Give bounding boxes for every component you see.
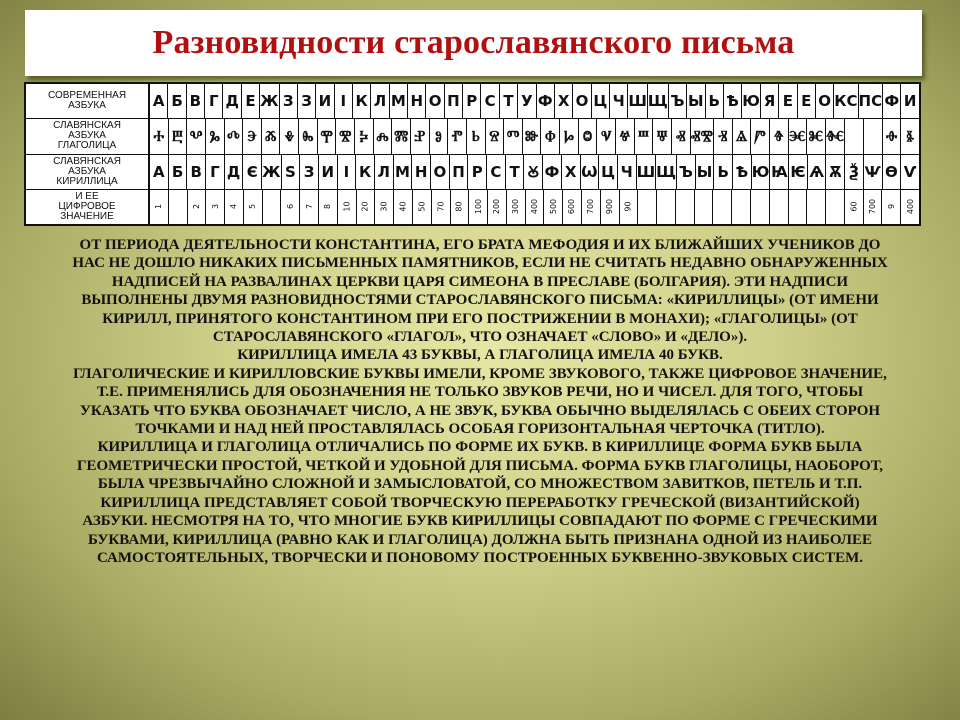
letter-cell: Ⱌ — [597, 119, 616, 153]
alphabet-row — [26, 155, 919, 190]
letter-cell: Ч — [618, 155, 637, 189]
letter-cell: Ⰵ — [243, 119, 262, 153]
row-label-line: СЛАВЯНСКАЯ — [53, 120, 121, 132]
letter-cell: Ѥ — [789, 155, 808, 189]
alphabet-row-label — [26, 119, 150, 153]
number-cell — [882, 190, 901, 224]
title-box — [25, 10, 922, 76]
letter-cell: Ⱉ — [579, 119, 598, 153]
letter-cell: Ⰱ — [169, 119, 188, 153]
letter-cell: К — [353, 84, 371, 118]
letter-cell: Н — [408, 84, 426, 118]
letter-cell: Ⰲ — [187, 119, 206, 153]
letter-cell: С — [487, 155, 506, 189]
letter-cell: Я — [761, 84, 779, 118]
number-cell — [281, 190, 300, 224]
row-label-line: АЗБУКА — [68, 130, 106, 142]
letter-cell: Ⱃ — [467, 119, 486, 153]
letter-cell: М — [394, 155, 413, 189]
letter-cell: Ѯ — [845, 155, 864, 189]
number-cell — [620, 190, 639, 224]
number-value: 200 — [492, 199, 502, 215]
number-value: 600 — [567, 199, 577, 215]
letter-cell: Ⱚ — [883, 119, 902, 153]
letter-cell: Ъ — [669, 84, 687, 118]
letter-cell: Ⰿ — [392, 119, 411, 153]
letter-cell: Ⰹ — [318, 119, 337, 153]
letter-cell: КС — [834, 84, 858, 118]
letter-cell: Ю — [752, 155, 771, 189]
letter-cell: Л — [371, 84, 389, 118]
letter-cell: Ж — [262, 155, 281, 189]
letter-cell: Ж — [260, 84, 279, 118]
letter-cell: Ⱘ — [807, 119, 826, 153]
number-value: 70 — [436, 201, 446, 212]
alphabet-row-cells — [150, 84, 919, 118]
row-label-line: АЗБУКА — [68, 165, 106, 177]
letter-cell: Ꙋ — [524, 155, 543, 189]
number-value: 100 — [473, 199, 483, 215]
number-value: 90 — [623, 201, 633, 212]
alphabet-row-label — [26, 155, 150, 189]
letter-cell: Ⱎ — [635, 119, 654, 153]
alphabet-row — [26, 84, 919, 119]
letter-cell: Ш — [637, 155, 657, 189]
body-text — [70, 236, 890, 567]
number-cell — [263, 190, 282, 224]
letter-cell: Ы — [696, 155, 715, 189]
letter-cell: Е — [242, 84, 260, 118]
letter-cell: Є — [243, 155, 262, 189]
letter-cell: Е — [798, 84, 816, 118]
number-cell — [582, 190, 601, 224]
letter-cell: Т — [506, 155, 525, 189]
letter-cell: Ф — [537, 84, 555, 118]
letter-cell: Ⰰ — [150, 119, 169, 153]
alphabet-row-cells — [150, 119, 919, 153]
letter-cell: Ⱈ — [560, 119, 579, 153]
number-cell — [676, 190, 695, 224]
row-label-line: ЗНАЧЕНИЕ — [60, 210, 114, 222]
letter-cell: Ѣ — [733, 155, 752, 189]
number-cell — [563, 190, 582, 224]
letter-cell: Ц — [599, 155, 618, 189]
number-value: 60 — [849, 201, 859, 212]
letter-cell: Ⱅ — [504, 119, 523, 153]
letter-cell: Б — [169, 155, 188, 189]
body-paragraph: ГЛАГОЛИЧЕСКИЕ И КИРИЛЛОВСКИЕ БУКВЫ ИМЕЛИ, КРОМЕ ЗВУКОВОГО, ТАКЖЕ ЦИФРОВОЕ ЗНАЧЕНИЕ, Т.Е. ПРИМЕНЯЛИСЬ ДЛЯ ОБОЗНАЧЕНИЯ НЕ ТОЛЬКО ЗВУКОВ РЕЧИ, НО И ЧИСЕЛ. ДЛЯ ТОГО, ЧТОБЫ УКАЗАТЬ ЧТО БУКВА ОБОЗНАЧАЕТ ЧИСЛО, А НЕ ЗВУК, БУКВА ОБЫЧНО ВЫДЕЛЯЛАСЬ С ОБЕИХ СТОРОН ТОЧКАМИ И НАД НЕЙ ПРОСТАВЛЯЛАСЬ ОСОБАЯ ГОРИЗОНТАЛЬНАЯ ЧЕРТОЧКА (ТИТЛО). — [73, 365, 887, 438]
letter-cell: Г — [206, 155, 225, 189]
number-cell — [544, 190, 563, 224]
letter-cell: А — [150, 155, 169, 189]
number-value: 9 — [886, 204, 896, 210]
letter-cell: Ь — [714, 155, 733, 189]
number-cell — [338, 190, 357, 224]
letter-cell: К — [356, 155, 375, 189]
letter-cell: У — [518, 84, 536, 118]
alphabet-row — [26, 190, 919, 224]
letter-cell: П — [445, 84, 463, 118]
number-value: 8 — [323, 204, 333, 210]
number-cell — [807, 190, 826, 224]
row-label-line: КИРИЛЛИЦА — [56, 175, 118, 187]
letter-cell — [864, 119, 883, 153]
letter-cell: Ѵ — [903, 162, 917, 181]
row-label-line: ГЛАГОЛИЦА — [57, 140, 117, 152]
number-cell — [638, 190, 657, 224]
row-label-line: АЗБУКА — [68, 100, 106, 112]
letter-cell: Ⱐ — [714, 119, 733, 153]
body-paragraph: КИРИЛЛИЦА И ГЛАГОЛИЦА ОТЛИЧАЛИСЬ ПО ФОРМЕ ИХ БУКВ. В КИРИЛЛИЦЕ ФОРМА БУКВ БЫЛА ГЕОМЕТРИЧЕСКИ ПРОСТОЙ, ЧЕТКОЙ И УДОБНОЙ ДЛЯ ПИСЬМА. ФОРМА БУКВ ГЛАГОЛИЦЫ, НАОБОРОТ, БЫЛА ЧРЕЗВЫЧАЙНО СЛОЖНОЙ И ЗАМЫСЛОВАТОЙ, СО МНОЖЕСТВОМ ЗАВИТКОВ, ПЕТЕЛЬ И Т.П. — [76, 439, 884, 493]
letter-cell: Ъ — [677, 155, 696, 189]
letter-cell: А — [150, 84, 168, 118]
number-value: 50 — [417, 201, 427, 212]
letter-cell: И — [903, 92, 917, 111]
letter-cell: Ⱑ — [733, 119, 752, 153]
letter-cell: О — [573, 84, 591, 118]
letter-cell: Д — [223, 84, 241, 118]
letter-cell: Ⱀ — [411, 119, 430, 153]
number-cell — [695, 190, 714, 224]
letter-cell: В — [187, 84, 205, 118]
number-value: 400 — [530, 199, 540, 215]
number-cell — [169, 190, 188, 224]
letter-cell: З — [300, 155, 319, 189]
letter-cell: ⰟⰊ — [691, 119, 714, 153]
letter-cell: ПС — [859, 84, 884, 118]
number-value: 700 — [586, 199, 596, 215]
number-cell — [826, 190, 845, 224]
number-cell — [206, 190, 225, 224]
letter-cell: Т — [500, 84, 518, 118]
number-value: 30 — [379, 201, 389, 212]
letter-cell: Ⱆ — [523, 119, 542, 153]
alphabet-row-cells — [150, 190, 919, 224]
letter-cell: В — [187, 155, 206, 189]
number-value: 7 — [304, 204, 314, 210]
letter-cell: Ю — [742, 84, 761, 118]
letter-cell: Ⰺ — [336, 119, 355, 153]
row-label-line: СОВРЕМЕННАЯ — [47, 90, 127, 102]
alphabet-row-label — [26, 84, 150, 118]
row-label-line: ЦИФРОВОЕ — [58, 200, 116, 212]
letter-cell: Ѱ — [864, 155, 883, 189]
letter-cell: Ⰷ — [280, 119, 299, 153]
letter-cell: Ⰴ — [225, 119, 244, 153]
letter-cell: Ѡ — [581, 155, 600, 189]
number-cell — [188, 190, 207, 224]
letter-cell: Ф — [543, 155, 562, 189]
letter-cell: Р — [468, 155, 487, 189]
letter-cell: Ⱁ — [430, 119, 449, 153]
number-cell — [601, 190, 620, 224]
number-value: 500 — [548, 199, 558, 215]
letter-cell: Ч — [610, 84, 628, 118]
letter-cell: О — [426, 84, 444, 118]
letter-cell: З — [298, 84, 316, 118]
number-cell — [845, 190, 864, 224]
number-cell — [432, 190, 451, 224]
number-value: 10 — [342, 201, 352, 212]
letter-cell: М — [390, 84, 408, 118]
letter-cell: Ц — [592, 84, 610, 118]
number-value: 3 — [210, 204, 220, 210]
number-cell — [732, 190, 751, 224]
number-cell — [713, 190, 732, 224]
letter-cell: Ⱋ — [653, 119, 672, 153]
letter-cell: Ы — [687, 84, 705, 118]
number-cell — [507, 190, 526, 224]
letter-cell: Д — [225, 155, 244, 189]
body-paragraph: ОТ ПЕРИОДА ДЕЯТЕЛЬНОСТИ КОНСТАНТИНА, ЕГО БРАТА МЕФОДИЯ И ИХ БЛИЖАЙШИХ УЧЕНИКОВ ДО НАС НЕ ДОШЛО НИКАКИХ ПИСЬМЕННЫХ ПАМЯТНИКОВ, ЕСЛИ НЕ СЧИТАТЬ НЕДАВНО ОБНАРУЖЕННЫХ НАДПИСЕЙ НА РАЗВАЛИНАХ ЦЕРКВИ ЦАРЯ СИМЕОНА В ПРЕСЛАВЕ (БОЛГАРИЯ). ЭТИ НАДПИСИ ВЫПОЛНЕНЫ ДВУМЯ РАЗНОВИДНОСТЯМИ СТАРОСЛАВЯНСКОГО ПИСЬМА: «КИРИЛЛИЦЫ» (ОТ ИМЕНИ КИРИЛЛ, ПРИНЯТОГО КОНСТАНТИНОМ ПРИ ЕГО ПОСТРИЖЕНИИ В МОНАХИ); «ГЛАГОЛИЦЫ» (ОТ СТАРОСЛАВЯНСКОГО «ГЛАГОЛ», ЧТО ОЗНАЧАЕТ «СЛОВО» И «ДЕЛО»). — [72, 237, 888, 346]
letter-cell: Р — [463, 84, 481, 118]
letter-cell: Ⰸ — [299, 119, 318, 153]
letter-cell: Е — [779, 84, 797, 118]
letter-cell: Ш — [628, 84, 648, 118]
number-cell — [357, 190, 376, 224]
alphabet-table — [24, 82, 921, 226]
letter-cell: Ф — [883, 84, 901, 118]
number-cell — [319, 190, 338, 224]
letter-cell: Ⰽ — [355, 119, 374, 153]
letter-cell: Ⱗ — [789, 119, 808, 153]
number-value: 5 — [248, 204, 258, 210]
number-cell — [901, 190, 919, 224]
number-value: 6 — [285, 204, 295, 210]
letter-cell: Щ — [656, 155, 677, 189]
letter-cell: Г — [205, 84, 223, 118]
number-value: 300 — [511, 199, 521, 215]
letter-cell: Ꙗ — [770, 155, 789, 189]
number-value: 20 — [360, 201, 370, 212]
letter-cell: Ⱙ — [826, 119, 846, 153]
letter-cell: Ѳ — [883, 155, 902, 189]
body-paragraph: КИРИЛЛИЦА ПРЕДСТАВЛЯЕТ СОБОЙ ТВОРЧЕСКУЮ ПЕРЕРАБОТКУ ГРЕЧЕСКОЙ (ВИЗАНТИЙСКОЙ) АЗБУКИ. НЕСМОТРЯ НА ТО, ЧТО МНОГИЕ БУКВ КИРИЛЛИЦЫ СОВПАДАЮТ ПО ФОРМЕ С ГРЕЧЕСКИМИ БУКВАМИ, КИРИЛЛИЦА (РАВНО КАК И ГЛАГОЛИЦА) ДОЛЖНА БЫТЬ ПРИЗНАНА ОДНОЙ ИЗ НАИБОЛЕЕ САМОСТОЯТЕЛЬНЫХ, ТВОРЧЕСКИ И ПОНОВОМУ ПОСТРОЕННЫХ БУКВЕННО-ЗВУКОВЫХ СИСТЕМ. — [82, 494, 878, 566]
letter-cell: Н — [412, 155, 431, 189]
alphabet-row — [26, 119, 919, 154]
letter-cell: Ѧ — [808, 155, 827, 189]
number-value: 400 — [905, 199, 915, 215]
number-cell — [244, 190, 263, 224]
letter-cell: О — [816, 84, 834, 118]
number-cell — [864, 190, 883, 224]
number-value: 4 — [229, 204, 239, 210]
alphabet-row-label — [26, 190, 150, 224]
letter-cell: Ѫ — [826, 155, 845, 189]
number-cell — [150, 190, 169, 224]
number-value: 700 — [868, 199, 878, 215]
letter-cell: Ⱄ — [486, 119, 505, 153]
row-label-line: И ЕЕ — [75, 190, 99, 202]
letter-cell: Б — [168, 84, 186, 118]
letter-cell: О — [431, 155, 450, 189]
number-value: 900 — [605, 199, 615, 215]
letter-cell: Ⱓ — [751, 119, 770, 153]
slide-title: Разновидности старославянского письма — [152, 24, 795, 61]
letter-cell: Ⱂ — [448, 119, 467, 153]
number-cell — [413, 190, 432, 224]
letter-cell: Ѕ — [282, 155, 301, 189]
letter-cell: Ⱖ — [770, 119, 789, 153]
row-label-line: СЛАВЯНСКАЯ — [53, 155, 121, 167]
letter-cell: Ѣ — [724, 84, 742, 118]
number-cell — [751, 190, 770, 224]
letter-cell: Ь — [706, 84, 724, 118]
number-cell — [770, 190, 789, 224]
letter-cell: И — [319, 155, 338, 189]
letter-cell: Щ — [648, 84, 669, 118]
letter-cell: Ⱏ — [672, 119, 691, 153]
letter-cell: И — [316, 84, 334, 118]
number-cell — [375, 190, 394, 224]
letter-cell: Л — [375, 155, 394, 189]
number-cell — [488, 190, 507, 224]
letter-cell: Х — [562, 155, 581, 189]
body-paragraph: КИРИЛЛИЦА ИМЕЛА 43 БУКВЫ, А ГЛАГОЛИЦА ИМЕЛА 40 БУКВ. — [237, 347, 723, 364]
letter-cell: Ⱛ — [906, 127, 915, 146]
letter-cell: С — [481, 84, 499, 118]
number-cell — [789, 190, 808, 224]
letter-cell: І — [335, 84, 353, 118]
number-value: 1 — [154, 204, 164, 210]
letter-cell: Ⰶ — [262, 119, 281, 153]
number-cell — [469, 190, 488, 224]
alphabet-row-cells — [150, 155, 919, 189]
number-cell — [526, 190, 545, 224]
number-cell — [451, 190, 470, 224]
number-cell — [225, 190, 244, 224]
letter-cell: П — [450, 155, 469, 189]
letter-cell: Ⱍ — [616, 119, 635, 153]
letter-cell: Ⱇ — [541, 119, 560, 153]
number-cell — [657, 190, 676, 224]
letter-cell: З — [280, 84, 298, 118]
letter-cell: Х — [555, 84, 573, 118]
number-value: 2 — [191, 204, 201, 210]
letter-cell: Ⰳ — [206, 119, 225, 153]
letter-cell: І — [338, 155, 357, 189]
number-value: 80 — [454, 201, 464, 212]
letter-cell — [845, 119, 864, 153]
letter-cell: Ⰾ — [374, 119, 393, 153]
number-cell — [394, 190, 413, 224]
number-value: 40 — [398, 201, 408, 212]
number-cell — [300, 190, 319, 224]
